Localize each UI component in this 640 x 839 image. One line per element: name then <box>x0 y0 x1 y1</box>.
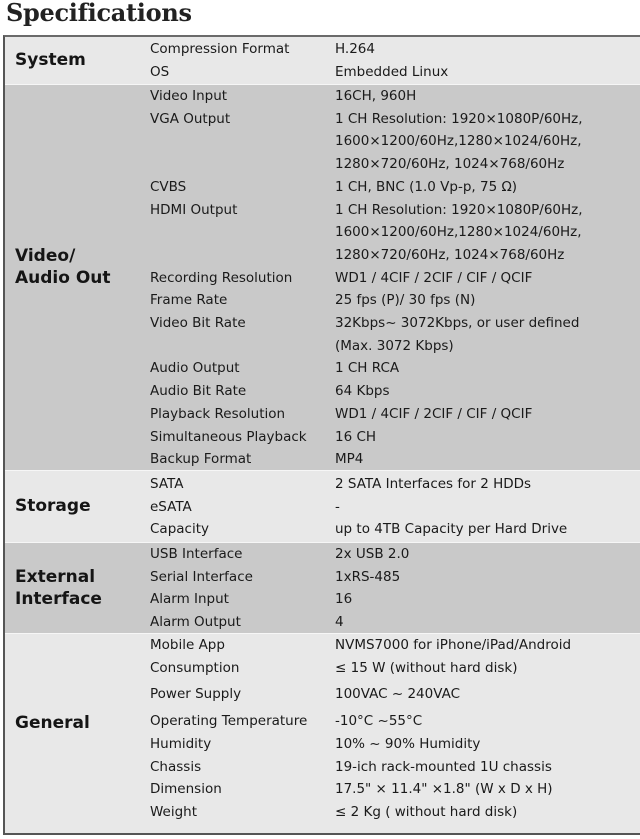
spec-row <box>150 756 640 779</box>
spec-row <box>150 710 640 733</box>
spec-key: Alarm Output <box>150 614 241 631</box>
spec-key: Operating Temperature <box>150 713 308 730</box>
spec-key: Audio Bit Rate <box>150 383 247 400</box>
spec-value-line: 1600×1200/60Hz,1280×1024/60Hz, <box>335 224 582 241</box>
spec-row <box>150 199 640 267</box>
section-system <box>5 37 640 85</box>
spec-key: CVBS <box>150 178 187 195</box>
section-label-line: Audio Out <box>15 268 111 288</box>
section-label: System <box>15 50 86 70</box>
spec-value <box>335 108 583 176</box>
spec-value: 17.5" × 11.4" ×1.8" (W x D x H) <box>335 781 553 798</box>
spec-key: Playback Resolution <box>150 405 286 422</box>
spec-value-line: 1 CH Resolution: 1920×1080P/60Hz, <box>335 201 583 218</box>
spec-value: 16CH, 960H <box>335 88 417 104</box>
spec-row <box>150 634 640 657</box>
spec-value: 19-ich rack-mounted 1U chassis <box>335 758 552 775</box>
spec-row <box>150 496 640 519</box>
section-video-audio-out <box>5 85 640 471</box>
spec-row <box>150 267 640 290</box>
spec-value: Embedded Linux <box>335 63 449 80</box>
spec-key: Dimension <box>150 781 222 798</box>
section-storage <box>5 471 640 543</box>
spec-key: Mobile App <box>150 637 225 653</box>
spec-row <box>150 518 640 541</box>
spec-row <box>150 566 640 589</box>
section-label-line: Interface <box>15 589 102 609</box>
spec-key: VGA Output <box>150 110 231 127</box>
spec-key: Frame Rate <box>150 292 228 309</box>
spec-value <box>335 199 583 267</box>
spec-row <box>150 108 640 176</box>
spec-row <box>150 312 640 357</box>
section-label <box>15 245 111 289</box>
spec-row <box>150 588 640 611</box>
spec-value: 2 SATA Interfaces for 2 HDDs <box>335 476 532 492</box>
spec-key: USB Interface <box>150 546 243 562</box>
spec-value-line: (Max. 3072 Kbps) <box>335 337 454 354</box>
spec-row <box>150 611 640 634</box>
spec-value-line: 1600×1200/60Hz,1280×1024/60Hz, <box>335 133 582 150</box>
spec-value: MP4 <box>335 451 364 468</box>
spec-row <box>150 85 640 108</box>
section-label-line: External <box>15 567 96 587</box>
spec-value: 1 CH, BNC (1.0 Vp-p, 75 Ω) <box>335 178 518 195</box>
spec-key: Video Bit Rate <box>150 315 246 332</box>
spec-key: Consumption <box>150 659 240 676</box>
spec-key: Audio Output <box>150 360 240 377</box>
section-label: Storage <box>15 496 91 516</box>
specifications-table <box>3 35 640 835</box>
section-label: General <box>15 713 90 733</box>
spec-value: 25 fps (P)/ 30 fps (N) <box>335 292 476 309</box>
spec-value-line: 1 CH Resolution: 1920×1080P/60Hz, <box>335 110 583 127</box>
spec-key: Backup Format <box>150 451 252 468</box>
section-general <box>5 634 640 833</box>
spec-value-line: 1280×720/60Hz, 1024×768/60Hz <box>335 156 565 173</box>
spec-value: WD1 / 4CIF / 2CIF / CIF / QCIF <box>335 269 533 286</box>
spec-row <box>150 448 640 471</box>
spec-key: Alarm Input <box>150 591 229 608</box>
spec-key: Power Supply <box>150 686 242 703</box>
spec-value: NVMS7000 for iPhone/iPad/Android <box>335 637 572 653</box>
spec-row <box>150 426 640 449</box>
spec-row <box>150 801 640 824</box>
spec-key: eSATA <box>150 498 192 515</box>
spec-row <box>150 380 640 403</box>
spec-value: WD1 / 4CIF / 2CIF / CIF / QCIF <box>335 405 533 422</box>
spec-value: 2x USB 2.0 <box>335 546 410 562</box>
spec-row <box>150 657 640 680</box>
spec-row <box>150 683 640 706</box>
page-title: Specifications <box>6 0 192 27</box>
spec-value: up to 4TB Capacity per Hard Drive <box>335 521 568 538</box>
spec-key: Serial Interface <box>150 568 253 585</box>
spec-value: 16 CH <box>335 428 377 445</box>
spec-value: H.264 <box>335 41 375 57</box>
spec-value: 4 <box>335 614 344 631</box>
spec-row <box>150 61 640 84</box>
spec-row <box>150 38 640 61</box>
spec-value: 10% ~ 90% Humidity <box>335 735 481 752</box>
spec-value: 100VAC ~ 240VAC <box>335 686 461 703</box>
spec-value: -10°C ~55°C <box>335 713 423 730</box>
spec-row <box>150 543 640 566</box>
spec-value: ≤ 2 Kg ( without hard disk) <box>335 803 518 820</box>
spec-key: SATA <box>150 476 184 492</box>
spec-key: HDMI Output <box>150 201 238 218</box>
section-label-line: Video/ <box>15 246 76 266</box>
spec-key: OS <box>150 63 170 80</box>
spec-key: Compression Format <box>150 41 290 57</box>
spec-value: 1xRS-485 <box>335 568 401 585</box>
spec-key: Chassis <box>150 758 202 775</box>
spec-key: Weight <box>150 803 198 820</box>
spec-row <box>150 778 640 801</box>
spec-value: 1 CH RCA <box>335 360 400 377</box>
spec-row <box>150 176 640 199</box>
section-external-interface <box>5 543 640 634</box>
spec-value-line: 1280×720/60Hz, 1024×768/60Hz <box>335 246 565 263</box>
spec-key: Recording Resolution <box>150 269 293 286</box>
spec-row <box>150 733 640 756</box>
section-label <box>15 566 102 610</box>
spec-key: Capacity <box>150 521 209 538</box>
spec-value: 16 <box>335 591 353 608</box>
spec-value: 64 Kbps <box>335 383 390 400</box>
spec-key: Simultaneous Playback <box>150 428 307 445</box>
spec-row <box>150 357 640 380</box>
spec-key: Video Input <box>150 88 228 104</box>
spec-value: - <box>335 498 340 515</box>
spec-key: Humidity <box>150 735 212 752</box>
spec-value-line: 32Kbps~ 3072Kbps, or user defined <box>335 315 580 332</box>
spec-value <box>335 312 579 357</box>
spec-row <box>150 473 640 496</box>
spec-row <box>150 289 640 312</box>
spec-row <box>150 403 640 426</box>
spec-value: ≤ 15 W (without hard disk) <box>335 659 518 676</box>
